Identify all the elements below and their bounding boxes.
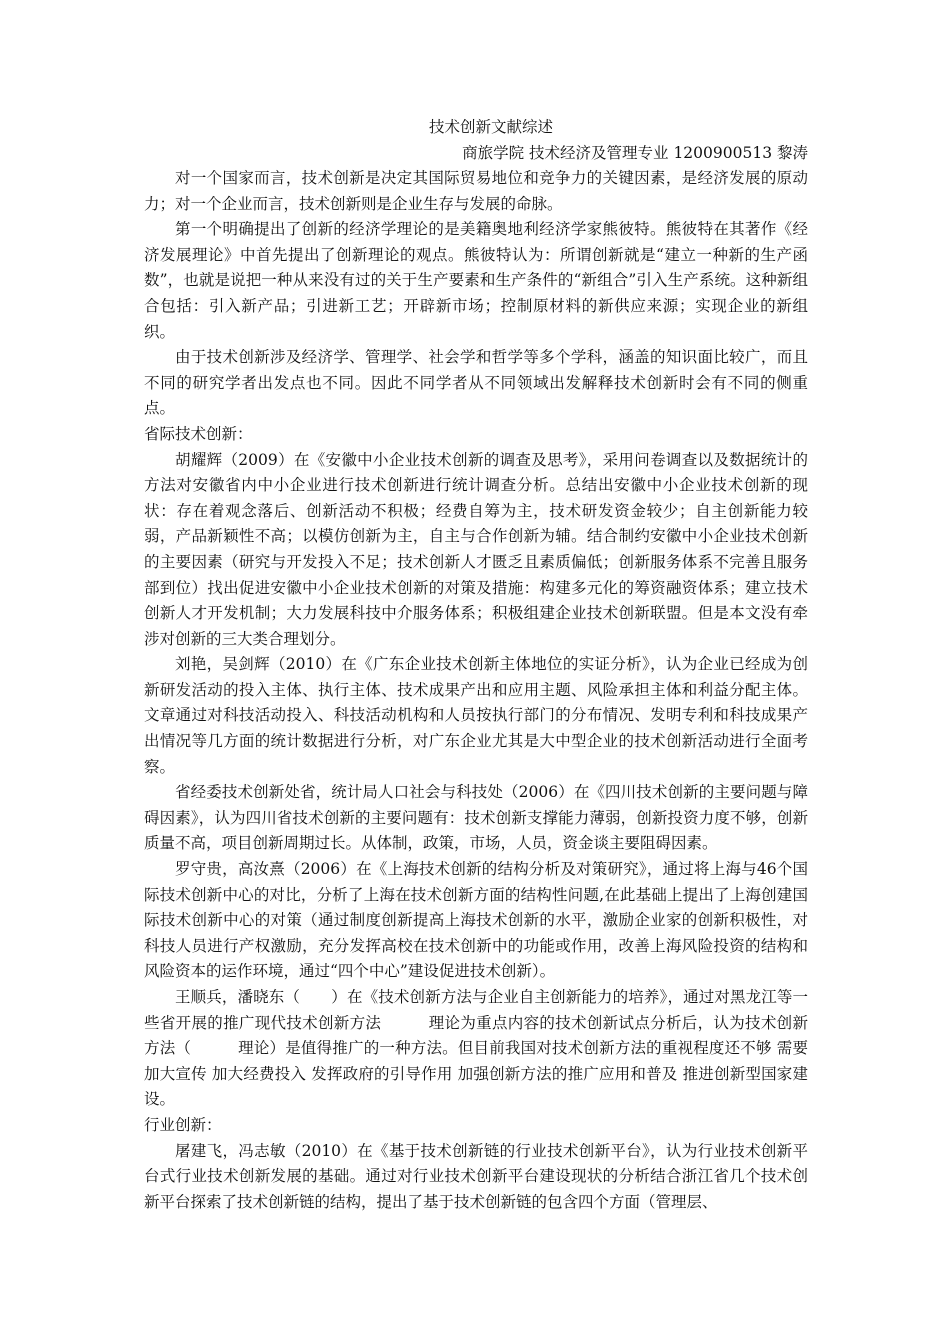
- paragraph: 屠建飞，冯志敏（2010）在《基于技术创新链的行业技术创新平台》，认为行业技术创新平台式行业技术创新发展的基础。通过对行业技术创新平台建设现状的分析结合浙江省几个技术创新平台探索了技术创新链的结构，提出了基于技术创新链的包含四个方面（管理层、: [144, 1141, 808, 1211]
- paragraph: 刘艳，吴剑辉（2010）在《广东企业技术创新主体地位的实证分析》，认为企业已经成为创新研发活动的投入主体、执行主体、技术成果产出和应用主题、风险承担主体和利益分配主体。文章通过对科技活动投入、科技活动机构和人员按执行部门的分布情况、发明专利和科技成果产出情况等几方面的统计数据进行分析，对广东企业尤其是大中型企业的技术创新活动进行全面考察。: [144, 655, 808, 776]
- paragraph: 第一个明确提出了创新的经济学理论的是美籍奥地利经济学家熊彼特。熊彼特在其著作《经济发展理论》中首先提出了创新理论的观点。熊彼特认为：所谓创新就是“建立一种新的生产函数”，也就是说把一种从来没有过的关于生产要素和生产条件的“新组合”引入生产系统。这种新组合包括：引入新产品；引进新工艺；开辟新市场；控制原材料的新供应来源；实现企业的新组织。: [144, 220, 808, 341]
- section-heading: 行业创新：: [144, 1115, 222, 1134]
- document-title: 技术创新文献综述: [428, 118, 553, 136]
- paragraph: 王顺兵，潘晓东（ ）在《技术创新方法与企业自主创新能力的培养》，通过对黑龙江等一些省开展的推广现代技术创新方法 理论为重点内容的技术创新试点分析后，认为技术创新方法（ 理论）是值得推广的一种方法。但目前我国对技术创新方法的重视程度还不够 需要加大宣传 加大经费投入 发挥政府的引导作用 加强创新方法的推广应用和普及 推进创新型国家建设。: [144, 988, 808, 1109]
- paragraph: 罗守贵，高汝熹（2006）在《上海技术创新的结构分析及对策研究》，通过将上海与46个国际技术创新中心的对比，分析了上海在技术创新方面的结构性问题,在此基础上提出了上海创建国际技术创新中心的对策（通过制度创新提高上海技术创新的水平，激励企业家的创新积极性，对科技人员进行产权激励，充分发挥高校在技术创新中的功能或作用，改善上海风险投资的结构和风险资本的运作环境，通过“四个中心”建设促进技术创新）。: [144, 860, 808, 981]
- section-heading: 省际技术创新：: [144, 424, 253, 443]
- paragraph: 对一个国家而言，技术创新是决定其国际贸易地位和竞争力的关键因素，是经济发展的原动力；对一个企业而言，技术创新则是企业生存与发展的命脉。: [144, 169, 808, 213]
- document-page: [144, 114, 808, 1215]
- paragraph: 由于技术创新涉及经济学、管理学、社会学和哲学等多个学科，涵盖的知识面比较广，而且不同的研究学者出发点也不同。因此不同学者从不同领域出发解释技术创新时会有不同的侧重点。: [144, 348, 808, 418]
- paragraph: 省经委技术创新处省，统计局人口社会与科技处（2006）在《四川技术创新的主要问题与障碍因素》，认为四川省技术创新的主要问题有：技术创新支撑能力薄弱，创新投资力度不够，创新质量不高，项目创新周期过长。从体制，政策，市场，人员，资金谈主要阻碍因素。: [144, 783, 808, 853]
- paragraph: 胡耀辉（2009）在《安徽中小企业技术创新的调查及思考》，采用问卷调查以及数据统计的方法对安徽省内中小企业进行技术创新进行统计调查分析。总结出安徽中小企业技术创新的现状：存在着观念落后、创新活动不积极；经费自筹为主，技术研发资金较少；自主创新能力较弱，产品新颖性不高；以模仿创新为主，自主与合作创新为辅。结合制约安徽中小企业技术创新的主要因素（研究与开发投入不足；技术创新人才匮乏且素质偏低；创新服务体系不完善且服务部到位）找出促进安徽中小企业技术创新的对策及措施：构建多元化的筹资融资体系；建立技术创新人才开发机制；大力发展科技中介服务体系；积极组建企业技术创新联盟。但是本文没有牵涉对创新的三大类合理划分。: [144, 450, 808, 648]
- author-line: 商旅学院 技术经济及管理专业 1200900513 黎涛: [462, 144, 808, 162]
- document-body: [144, 166, 808, 1215]
